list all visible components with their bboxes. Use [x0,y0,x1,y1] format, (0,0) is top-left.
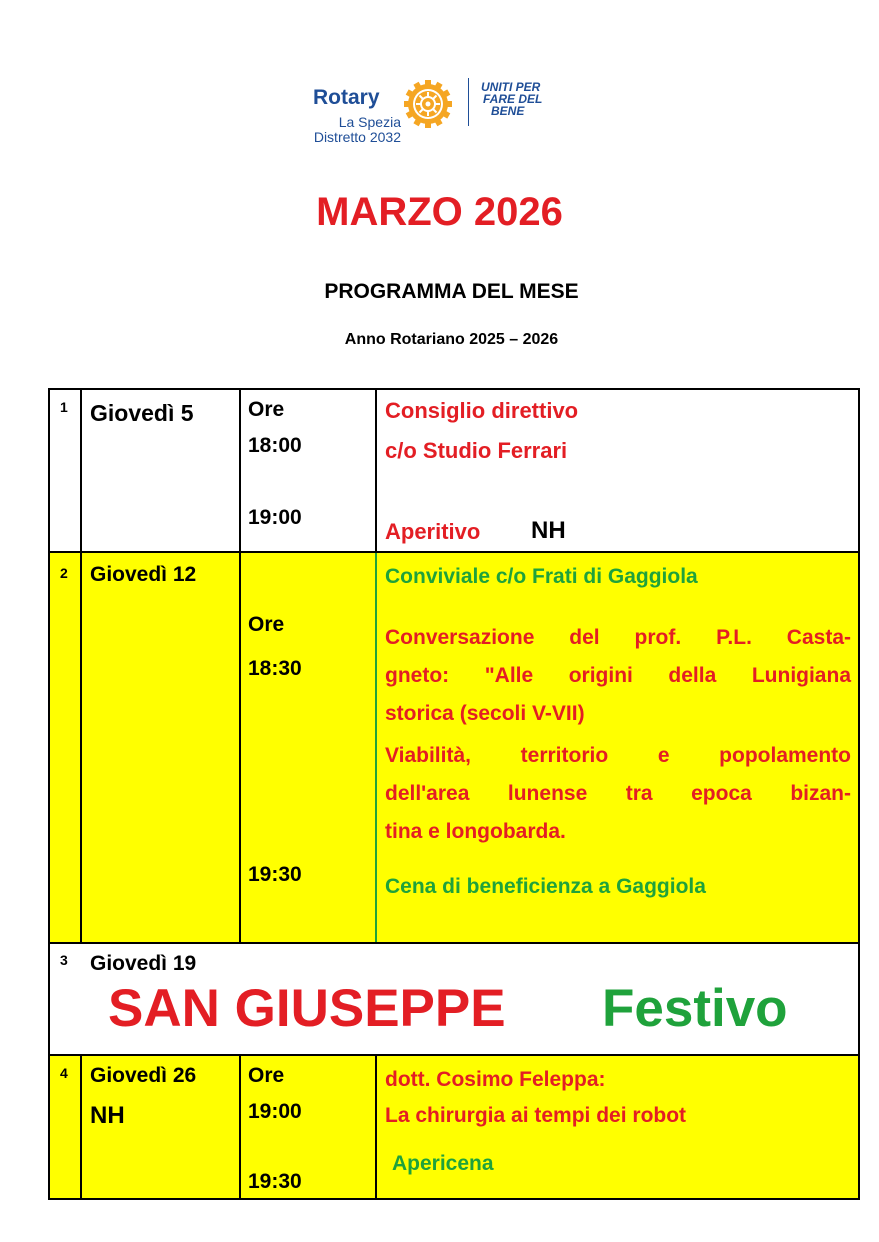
time-second: 19:30 [248,1170,302,1193]
row-day: Giovedì 12 [90,563,197,586]
time-label: Ore [248,613,285,636]
time-start: 18:00 [248,434,302,457]
divider [80,390,82,551]
divider [239,390,241,551]
time-label: Ore [248,398,285,421]
motto-line: FARE DEL [483,92,543,106]
time-second: 19:00 [248,506,302,529]
talk-title: La chirurgia ai tempi dei robot [385,1104,687,1127]
holiday-note: Festivo [602,979,788,1038]
table-row-4 [48,1054,860,1200]
row-day: Giovedì 5 [90,400,194,426]
event-venue: NH [531,517,566,544]
event-aperitivo: Aperitivo [385,519,481,544]
rotary-year: Anno Rotariano 2025 – 2026 [344,331,559,348]
time-second: 19:30 [248,863,302,886]
logo-brand: Rotary [313,86,380,109]
logo-district: Distretto 2032 [313,129,401,145]
talk-description [385,619,851,851]
divider [375,553,377,942]
divider [80,1056,82,1198]
event-conviviale: Conviviale c/o Frati di Gaggiola [385,565,698,588]
holiday-name: SAN GIUSEPPE [108,979,506,1038]
rotary-logo [283,74,593,149]
event-location: c/o Studio Ferrari [385,438,568,463]
event-title: Consiglio direttivo [385,398,579,423]
table-row-3 [48,942,860,1056]
logo-divider [468,78,469,126]
row-number: 3 [60,952,68,968]
event-apericena: Apericena [392,1152,494,1175]
talk-line: storica (secoli V-VII) [385,702,585,725]
divider [80,553,82,942]
logo-club: La Spezia [338,114,401,130]
time-start: 18:30 [248,657,302,680]
row-venue: NH [90,1102,125,1129]
talk-line: gneto: "Alle origini della Lunigiana [385,664,851,687]
talk-line: dell'area lunense tra epoca bizan- [385,782,851,805]
rotary-wheel-icon [403,79,453,129]
divider [239,1056,241,1198]
motto-line: BENE [491,104,525,118]
row-day: Giovedì 26 [90,1064,197,1087]
talk-line: Viabilità, territorio e popolamento [385,744,851,767]
talk-line: Conversazione del prof. P.L. Casta- [385,626,851,649]
page-subtitle: PROGRAMMA DEL MESE [324,280,579,303]
event-dinner: Cena di beneficienza a Gaggiola [385,875,706,898]
logo-motto [481,81,542,117]
row-number: 4 [60,1065,68,1081]
table-row-1 [48,388,860,553]
time-start: 19:00 [248,1100,302,1123]
motto-line: UNITI PER [481,80,541,94]
talk-line: tina e longobarda. [385,820,566,843]
page-title: MARZO 2026 [316,190,563,234]
speaker-name: dott. Cosimo Feleppa: [385,1068,606,1091]
row-number: 2 [60,565,68,581]
row-day: Giovedì 19 [90,952,197,975]
table-row-2 [48,551,860,944]
divider [375,1056,377,1198]
divider [239,553,241,942]
divider [375,390,377,551]
time-label: Ore [248,1064,285,1087]
row-number: 1 [60,399,68,415]
